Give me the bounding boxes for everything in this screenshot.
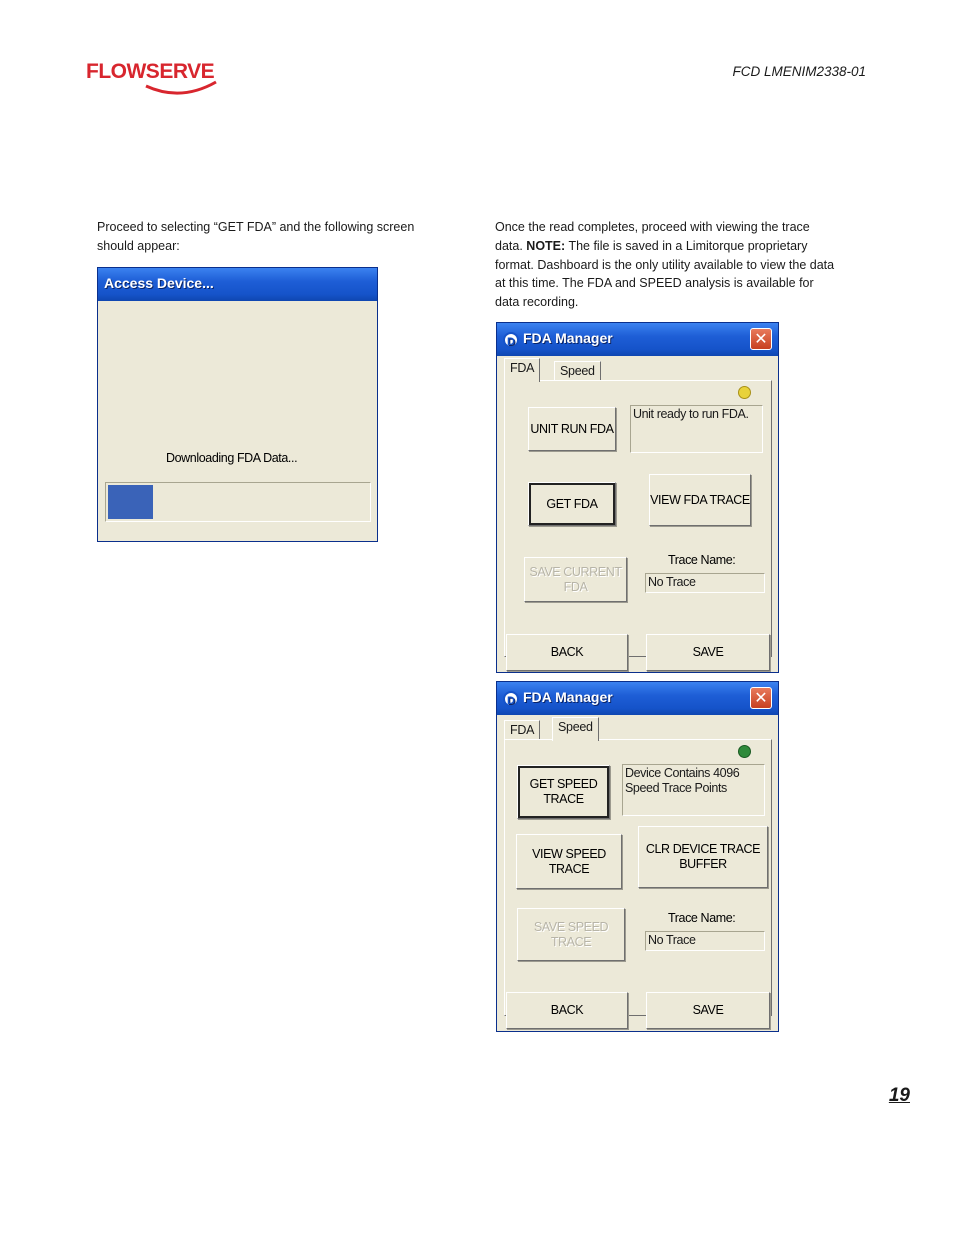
status-led-icon <box>738 386 751 399</box>
fda-status-field: Unit ready to run FDA. <box>630 405 763 453</box>
tab-speed[interactable]: Speed <box>554 361 601 381</box>
fda-manager-window-speed <box>496 681 779 1032</box>
brand-name: FLOWSERVE <box>86 60 215 83</box>
page-number: 19 <box>888 1085 910 1106</box>
back-button[interactable]: BACK <box>506 634 628 671</box>
right-intro-before-note: Once the read completes, proceed with viewing the trace data. <box>495 220 810 253</box>
left-intro-text: Proceed to selecting “GET FDA” and the following screen should appear: <box>97 220 415 253</box>
document-number: FCD LMENIM2338-01 <box>732 64 866 79</box>
view-speed-trace-button[interactable]: VIEW SPEED TRACE <box>516 834 622 889</box>
flowserve-logo <box>86 56 222 100</box>
back-button[interactable]: BACK <box>506 992 628 1029</box>
save-speed-trace-button: SAVE SPEED TRACE <box>517 908 625 961</box>
status-led-icon <box>738 745 751 758</box>
get-speed-trace-button[interactable]: GET SPEED TRACE <box>517 765 610 819</box>
save-current-fda-button: SAVE CURRENT FDA <box>524 557 627 602</box>
download-status-text: Downloading FDA Data... <box>166 451 298 465</box>
save-button[interactable]: SAVE <box>646 992 770 1029</box>
trace-name-label: Trace Name: <box>668 553 736 567</box>
access-device-window <box>97 267 378 542</box>
fda-window-client <box>500 356 775 669</box>
speed-window-titlebar[interactable] <box>497 682 778 715</box>
fda-window-title: FDA Manager <box>523 330 613 346</box>
speed-tab-panel <box>504 739 772 1016</box>
close-icon[interactable]: ✕ <box>750 328 772 350</box>
note-label: NOTE: <box>526 238 566 253</box>
trace-name-label: Trace Name: <box>668 911 736 925</box>
clr-device-trace-buffer-button[interactable]: CLR DEVICE TRACE BUFFER <box>638 826 768 888</box>
download-progress-fill <box>108 485 153 519</box>
access-device-client <box>101 301 374 538</box>
speed-window-title: FDA Manager <box>523 689 613 705</box>
trace-name-field[interactable]: No Trace <box>645 931 765 951</box>
fda-manager-window-fda <box>496 322 779 673</box>
get-fda-button[interactable]: GET FDA <box>528 482 616 526</box>
view-fda-trace-button[interactable]: VIEW FDA TRACE <box>649 474 751 526</box>
fda-tab-panel <box>504 380 772 657</box>
tab-speed[interactable]: Speed <box>552 717 599 741</box>
access-device-titlebar[interactable] <box>98 268 377 301</box>
tab-fda[interactable]: FDA <box>504 720 540 740</box>
right-intro-after-note: The file is saved in a Limitorque proprietary format. Dashboard is the only utility available to view the data at this time. The FDA and SPEED analysis is available for data recording. <box>495 238 835 310</box>
tab-fda[interactable]: FDA <box>504 358 540 382</box>
speed-status-field: Device Contains 4096 Speed Trace Points <box>622 764 765 816</box>
right-intro-text <box>495 218 835 312</box>
fda-window-titlebar[interactable] <box>497 323 778 356</box>
access-device-title: Access Device... <box>104 275 214 291</box>
close-icon[interactable]: ✕ <box>750 687 772 709</box>
save-button[interactable]: SAVE <box>646 634 770 671</box>
download-progress-bar <box>105 482 371 522</box>
fda-app-icon: D <box>503 332 519 348</box>
speed-window-client <box>500 715 775 1028</box>
unit-run-fda-button[interactable]: UNIT RUN FDA <box>528 407 616 451</box>
speed-app-icon: D <box>503 691 519 707</box>
trace-name-field[interactable]: No Trace <box>645 573 765 593</box>
